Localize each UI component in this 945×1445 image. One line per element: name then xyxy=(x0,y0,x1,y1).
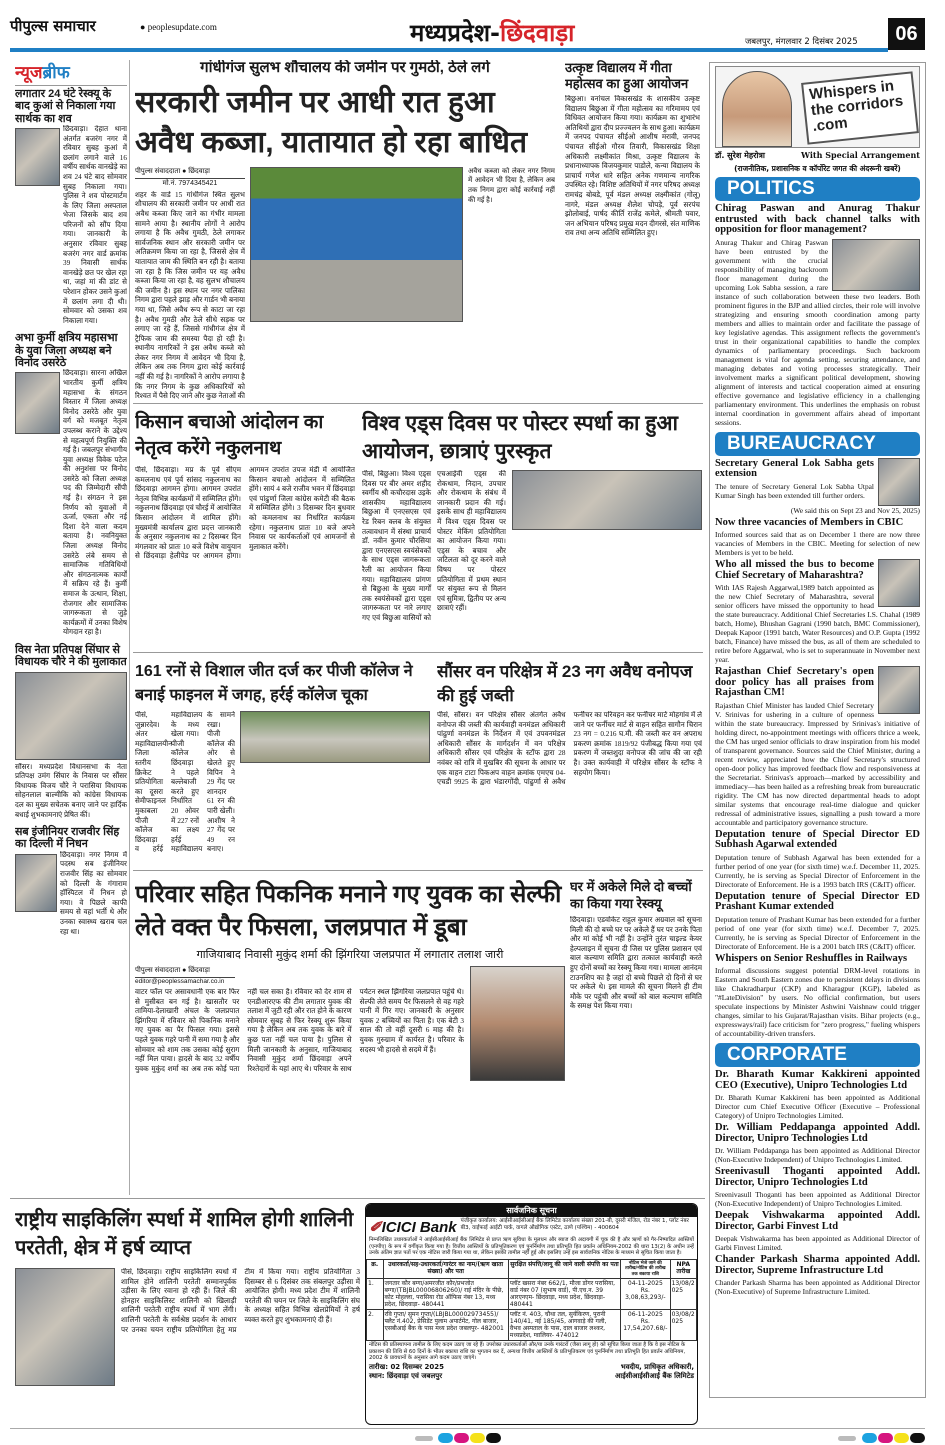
official-photo xyxy=(878,559,920,607)
cycling-headline: राष्ट्रीय साइकिलिंग स्पर्धा में शामिल होगी शालिनी परतेती, क्षेत्र में हर्ष व्याप्त xyxy=(15,1209,354,1259)
website-link[interactable]: ● peoplesupdate.com xyxy=(140,22,217,32)
official-photo xyxy=(878,666,920,714)
section-corporate: CORPORATE xyxy=(715,1043,920,1067)
divider xyxy=(10,1198,705,1199)
item-headline: Sreenivasull Thoganti appointed Addl. Director, Unipro Technologies Ltd xyxy=(715,1166,920,1188)
gita-article xyxy=(565,60,700,400)
gita-headline: उत्कृष्ट विद्यालय में गीता महोत्सव का हुआ आयोजन xyxy=(565,60,689,91)
lead-story xyxy=(135,60,555,400)
cell-no: 2. xyxy=(367,1310,384,1341)
whispers-banner xyxy=(715,66,920,148)
table-header-row xyxy=(367,1259,697,1279)
item-headline: Dr. William Peddapanga appointed Addl. Director, Unipro Technologies Ltd xyxy=(715,1122,920,1144)
masthead-logo: पीपुल्स समाचार xyxy=(10,17,96,35)
ghar-headline: घर में अकेले मिले दो बच्चों का किया गया रेस्क्यू xyxy=(570,879,692,911)
brief-headline: विस नेता प्रतिपक्ष सिंघार से विधायक चौरे ने की मुलाकात xyxy=(15,643,127,669)
cell-npa: 03/08/2025 xyxy=(670,1310,696,1341)
cycling-article xyxy=(15,1206,360,1424)
brief-article xyxy=(15,826,127,937)
brief-article xyxy=(15,332,127,638)
column-header: NPA तारीख xyxy=(670,1259,696,1279)
arrangement-note: With Special Arrangement xyxy=(801,150,920,160)
cell-npa: 13/08/2025 xyxy=(670,1279,696,1310)
icici-logo: ✐ICICI Bank xyxy=(369,1219,457,1236)
item-headline: Chander Parkash Sharma appointed Addl. Director, Supreme Infrastructure Ltd xyxy=(715,1254,920,1276)
section-politics: POLITICS xyxy=(715,177,920,201)
section-title-state: मध्यप्रदेश- xyxy=(410,19,500,47)
news-brief-column xyxy=(15,60,127,1195)
kisan-article xyxy=(135,410,355,648)
cell-amount: Rs. 3,08,63,293/- xyxy=(625,1287,666,1302)
news-brief-label-blue: ब्रीफ xyxy=(42,63,70,83)
item-body: Dr. William Peddapanga has been appointed as Additional Director (Non-Executive Independent) of Unipro Technologies Limited. xyxy=(715,1146,920,1164)
item-body: Anurag Thakur and Chirag Paswan have been entrusted by the government with the crucial responsibility of managing backroom floor management during the upcoming Lok Sabha session, a rare instance of such collaboration between these two leaders. Both prominent figures in the BJP and allied circles, their role will involve strategizing and ensuring smooth coordination among party members and allies to maintain order and facilitate the passage of key legislative agendas. This assignment reflects the government's trust in their organizational capabilities to handle the complex dynamics of parliamentary proceedings. Such backroom management is vital for agenda setting, securing attendance, and managing debates and voting processes strategically. Their involvement marks a significant political development, showing alignment of interests and tactical cooperation aimed at ensuring effective governance and legislative efficiency in a challenging parliamentary environment. This underlines the emphasis on robust internal coordination in government affairs ahead of important sessions. xyxy=(715,237,920,427)
item-body: Deputation tenure of Prashant Kumar has been extended for a further period of one year (for sixth time) w.e.f. December 7, 2025. Currently, he is serving as Special Director of Enforcement in the Directorate of Enforcement. He is a 2001 batch IRS (C&IT) officer. xyxy=(715,914,920,951)
cell-property: प्लॉट नं. 403, चौथा तल, सुर्यकिरण, पुरानी 140/41, नई 185/45, आगवाड़े की गली, वैभव अस्पताल के पास, दाल बाजार लश्कर, मध्यप्रदेश, ग्वालियर- 474012 xyxy=(508,1310,620,1341)
brief-article xyxy=(15,88,127,326)
dateline: जबलपुर, मंगलवार 2 दिसंबर 2025 xyxy=(745,37,858,47)
picnic-headline: परिवार सहित पिकनिक मनाने गए युवक का सेल्फी लेते वक्त पैर फिसला, जलप्रपात में डूबा xyxy=(135,881,562,941)
brief-photo xyxy=(15,128,60,186)
notice-date: तारीख: 02 दिसम्बर 2025 xyxy=(369,1363,444,1372)
notice-place: स्थान: छिंदवाड़ा एवं जबलपुर xyxy=(369,1371,443,1380)
brief-headline: लगातार 24 घंटे रेस्क्यू के बाद कुआं से निकाला गया सार्थक का शव xyxy=(15,88,116,125)
item-headline: Deputation tenure of Special Director ED Prashant Kumar extended xyxy=(715,890,920,912)
column-header: सुरक्षित संपत्ति/लागू की जाने वाली संपत्ति का पता xyxy=(508,1259,620,1279)
sausar-body: पीसं, सौंसर। वन परिक्षेत्र सौंसर अंतर्गत अवैध वनोपज की जब्ती की कार्यवाही वनमंडल अधिकारी पांढुर्णा वनमंडल के निर्देशन में एवं उपवनमंडल अधिकारी सौंसर के मार्गदर्शन में वन परिक्षेत्र अधिकारी सौंसर एवं परिक्षेत्र के स्टॉफ द्वारा 28 नवंबर को रात्रि में मुखबिर की सूचना के आधार पर एक वाहन टाटा पिकअप वाहन क्रमांक एमएच 04-एचडी 9925 के द्वारा भंडारगोंदी, पांढुर्णा से अवैध फर्नीचर का परिवहन कर फर्नीचर मार्ट मोहगांव में ले जाने पर फर्नीचर मार्ट से वाहन सहित सागौन चिरान 23 नग = 0.216 घ.मी. की जब्ती कर वन अपराध प्रकरण क्रमांक 1819/92 पंजीबद्ध किया गया एवं प्रकरण में जब्तशुदा वनोपज की जांच की जा रही है। उक्त कार्यवाही में परिक्षेत्र सौंसर के स्टॉफ ने सहयोग किया। xyxy=(437,711,702,787)
kisan-body: पीसं, छिंदवाड़ा। मप्र के पूर्व सीएम कमलनाथ एवं पूर्व सांसद नकुलनाथ का छिंदवाड़ा आगमन होगा। आगमन उपरांत नेतृत्व विभिन्न कार्यक्रमों में सम्मिलित होंगे। नकुलनाथ छिंदवाड़ा एवं चौरई में आयोजित किसान आंदोलन में शामिल होंगे। मुख्यमंत्री कार्यालय द्वारा प्रदत्त जानकारी के अनुसार नकुलनाथ का 2 दिसम्बर दिन मंगलवार को प्रातः 10 बजे विशेष वायुयान से छिंदवाड़ा हेलीपेड पर आगमन होगा। आगमन उपरांत उपज मंडी में आयोजित किसान बचाओ आंदोलन में सम्मिलित होंगे। सायं 4 बजे राजीव भवन में छिंदवाड़ा एवं पांढुर्णा जिला कांग्रेस कमेटी की बैठक में सम्मिलित होंगे। 3 दिसम्बर दिन बुधवार को कमलनाथ का निर्धारित कार्यक्रम रहेगा। नकुलनाथ प्रातः 10 बजे अपने निवास पर कार्यकर्ताओं एवं आमजनों से मुलाकात करेंगे। xyxy=(135,466,355,561)
brief-photo xyxy=(15,372,60,434)
column-divider xyxy=(129,60,130,1195)
registration-mark-yellow xyxy=(470,1433,485,1443)
item-body: Informal discussions suggest potential DRM-level rotations in Eastern and South Eastern zones due to persistent delays in divisions like Chakradharpur (CKP) and Kharagpur (KGP), labeled as "#LateDivision" by users. No official confirmation, but users speculate inspections by Minister Ashwini Vaishnaw could trigger changes, similar to his Gujarat/Rajasthan visits. Bihar projects (e.g., expressways/rail) face criticism for "zero progress," fueling whispers of accountability-driven transfers. xyxy=(715,966,920,1038)
item-body: Deepak Vishwakarma has been appointed as Additional Director of Garbi Finvest Limited. xyxy=(715,1234,920,1252)
item-body: Sreenivasull Thoganti has been appointed as Additional Director (Non-Executive Independent) of Unipro Technologies Limited. xyxy=(715,1190,920,1208)
brief-body: सौंसर। मध्यप्रदेश विधानसभा के नेता प्रतिपक्ष उमंग सिंघार के निवास पर सौंसर विधायक विजय चौरे ने परासिया विधायक सोहनलाल बाल्मीकि को कांग्रेस विधायक दल का मुख्य सचेतक बनाए जाने पर हार्दिक बधाई शुभकामनाएं प्रेषित कीं। xyxy=(15,762,127,819)
brief-body: छिंदवाड़ा। देहात थाना अंतर्गत बजरंग नगर में रविवार सुबह कुआं में छलांग लगाने वाले 16 वर्षीय सार्थक वानखेड़े का शव 24 घंटे बाद सोमवार सुबह निकाला गया। पुलिस ने शव पोस्टमार्टम के लिए जिला अस्पताल भेजा जिसके बाद शव परिजनों को सौंप दिया गया। जानकारी के अनुसार रविवार सुबह बजरंग नगर वार्ड क्रमांक 39 निवासी सार्थक वानखेड़े छत पर खेल रहा था, जहां मां की डांट से परेशान होकर उसने कुआं में छलांग लगा दी थी। सोमवार को उसका शव निकाला गया। xyxy=(63,124,127,325)
website-text: peoplesupdate.com xyxy=(147,22,217,32)
cricket-photo xyxy=(240,711,430,763)
picnic-subhead: गाजियाबाद निवासी मुकुंद शर्मा की झिंगरिया जलप्रपात में लगातार तलाश जारी xyxy=(196,948,504,961)
cell-borrower: जगतार कौर बग्गा/अमरजीत कौर/प्रभजोत बग्गा/(TBJBL00006806260)/ राई मंदिर के पीछे, कोट मोहल्ला, परासिया रोड ऑफिस नंबर 13, मध्य प्रदेश, छिंदवाड़ा- 480441 xyxy=(383,1279,508,1310)
news-brief-label xyxy=(15,60,127,83)
brief-headline: सब इंजीनियर राजवीर सिंह का दिल्ली में निधन xyxy=(15,826,120,851)
aids-headline: विश्व एड्स दिवस पर पोस्टर स्पर्धा का हुआ आयोजन, छात्राएं पुरस्कृत xyxy=(362,412,678,463)
notice-signatory: भवदीय, प्राधिकृत अधिकारी, xyxy=(620,1363,694,1372)
brief-photo xyxy=(15,854,57,912)
item-headline: Who all missed the bus to become Chief Secretary of Maharashtra? xyxy=(715,559,874,581)
item-headline: Deepak Vishwakarma appointed Addl. Director, Garbi Finvest Ltd xyxy=(715,1210,920,1232)
cricket-article xyxy=(135,660,430,865)
whispers-column xyxy=(709,62,926,1398)
sausar-article xyxy=(437,660,702,865)
notice-table xyxy=(366,1259,697,1342)
item-body: Rajasthan Chief Minister has lauded Chief Secretary V. Srinivas for ushering in a culture of openness within the state bureaucracy. Impressed by Srinivas's initiative of holding direct, no-appointment meetings with officers thrice a week, the CM has urged senior officials to draw inspiration from his model of transparent governance. Sources said the Chief Minister, during a recent review, appreciated how the Chief Secretary's structured open-door policy has improved feedback flow and responsiveness at the Secretariat. Srinivas's approach—marked by accessibility and immediacy—has been hailed as a refreshing break from bureaucratic rigidity. The CM has now directed departmental heads to adopt similar systems that encourage real-time dialogue and quicker redressal of administrative issues, signalling a push toward a more accountable and participatory governance structure. xyxy=(715,700,920,827)
column-header: उधारकर्ता/सह-उधारकर्ता/गारंटर का नाम/(ऋण खाता संख्या) और पता xyxy=(383,1259,508,1279)
notice-title: सार्वजनिक सूचना xyxy=(366,1204,697,1217)
item-body: With IAS Rajesh Aggarwal,1989 batch appointed as the new Chief Secretary of Maharashtra, several senior officers have missed the opportunity to head the state bureaucracy. Additional Chief Secretaries I.S. Chahal (1989 batch, Home), Bhushan Gagrani (1990 batch, BMC Commissioner), Deepak Kapoor (1991 batch, Water Resources) and O.P. Gupta (1992 batch, Finance) have missed the bus, as all of them are scheduled to retire before Aggarwal, who is set to superannuate in November next year. xyxy=(715,583,920,664)
section-title xyxy=(410,16,574,49)
picnic-email[interactable]: editor@peoplessamachar.co.in xyxy=(135,978,225,985)
item-body: Chander Parkash Sharma has been appointed as Additional Director (Non-Executive) of Supreme Infrastructure Limited. xyxy=(715,1278,920,1296)
brief-article xyxy=(15,644,127,820)
item-body: Informed sources said that as on December 1 there are now three vacancies of Members in the CBIC. Meeting for selection of new Members is yet to be held. xyxy=(715,530,920,557)
item-body: The tenure of Secretary General Lok Sabha Utpal Kumar Singh has been extended till further orders. xyxy=(715,481,874,500)
cricket-body: पीसं, जुन्नारदेव। अंतर महाविद्यालयीन जिला स्तरीय क्रिकेट प्रतियोगिता का दूसरा सेमीफाइनल मुकाबला पीजी कॉलेज छिंदवाड़ा व हर्रई महाविद्यालय के मध्य खेला गया। पीजी कॉलेज छिंदवाड़ा ने पहले बल्लेबाजी करते हुए निर्धारित 20 ओवर में 227 रनों का लक्ष्य हर्रई महाविद्यालय के सामने रखा। पीजी कॉलेज की ओर से खेलते हुए विपिन ने 29 गेंद पर शानदार 61 रन की पारी खेली। आशीष ने 27 गेंद पर 49 रन बनाए। xyxy=(135,711,235,854)
picnic-body: वाटर फॉल पर असावधानी एक बार फिर से मुसीबत बन गई है। खासतौर पर तामिया-देलाखारी अंचल के जलप्रपात झिंगरिया में रविवार को पिकनिक मनाने गए युवक का पैर फिसल गया। इससे पहले युवक गहरे पानी में समा गया है और सोमवार को शाम तक उसका कोई सुराग नहीं मिल पाया। हादसे के बाद 32 वर्षीय युवक मुकुंद शर्मा का अब तक कोई पता नहीं चल सका है। रविवार को देर शाम से एनडीआरएफ की टीम लगातार युवक की तलाश में जुटी रही और रात होने के कारण सोमवार सुबह से फिर रेस्क्यू शुरू किया गया है लेकिन अब तक युवक के बारे में कुछ पता नहीं चल पाया है। पुलिस से मिली जानकारी के अनुसार, गाजियाबाद निवासी मुकुंद शर्मा छिंदवाड़ा अपने रिश्तेदारों के यहां आए थे। परिवार के साथ पर्यटन स्थल झिंगरिया जलप्रपात पहुंचे थे। सेल्फी लेते समय पैर फिसलने से वह गहरे पानी में गिर गए। जानकारी के अनुसार युवक 2 बच्चियों का पिता है। एक बेटी 3 साल की तो वहीं दूसरी 6 माह की है। युवक गुरुग्राम में कार्यरत है। परिवार के सदस्य भी हादसे से सदमे में हैं। xyxy=(135,988,464,1073)
cycling-body: पीसं, छिंदवाड़ा। राष्ट्रीय साइकिलिंग स्पर्धा में शामिल होने शालिनी परतेती सम्मानपूर्वक उड़ीसा के लिए रवाना हो रही हैं। जिले की होनहार साइकिलिस्ट शालिनी को खिलाड़ी शालिनी परतेती राष्ट्रीय स्पर्धा में भाग लेंगी। शालिनी परतेती के सर्वश्रेष्ठ प्रदर्शन के आधार पर उनका चयन राष्ट्रीय प्रतियोगिता हेतु मप्र टीम में किया गया। राष्ट्रीय प्रतियोगिता 3 दिसम्बर से 6 दिसंबर तक संबलपुर उड़ीसा में आयोजित होगी। मध्य प्रदेश टीम में शालिनी परतेती की चयन पर जिले के साइकिलिंग संघ के अध्यक्ष सहित विभिन्न खेलप्रेमियों ने हर्ष व्यक्त करते हुए शुभकामनाएं दी हैं। xyxy=(121,1268,360,1334)
columnist-photo xyxy=(722,71,792,147)
cell-property: प्लॉट खसरा नंबर 662/1, मौजा डोंगर परासिया, वार्ड नंबर 07 (सुभाष वार्ड), पी.एच.न. 39 आरएनएम- छिंदवाड़ा, मध्य प्रदेश, छिंदवाड़ा- 480441 xyxy=(508,1279,620,1310)
table-row xyxy=(367,1310,697,1341)
picnic-byline: पीपुल्स संवाददाता ● छिंदवाड़ा xyxy=(135,966,235,978)
official-photo xyxy=(878,458,920,506)
item-headline: Deputation tenure of Special Director ED Subhash Agarwal extended xyxy=(715,828,920,850)
registration-mark-cyan xyxy=(438,1433,453,1443)
brief-body: छिंदवाड़ा। सारना अखिल भारतीय कुर्मी क्षत्रिय महासभा के संगठन विस्तार में जिला अध्यक्ष विनोद उसरेठे और युवा वर्ग को मजबूत नेतृत्व उपलब्ध कराने के उद्देश्य से महत्वपूर्ण नियुक्ति की गई है। जबलपुर संभागीय युवा अध्यक्ष विवेक पटेल की अनुशंसा पर विनोद उसरेठे को जिला अध्यक्ष पद की जिम्मेदारी सौंपी गई है। संगठन ने इस निर्णय को युवाओं में ऊर्जा, एकता और नई दिशा देने वाला कदम बताया है। नवनियुक्त जिला अध्यक्ष विनोद उसरेठे लंबे समय से सामाजिक गतिविधियों और संगठनात्मक कार्यों में सक्रिय रहे हैं। कुर्मी समाज के उत्थान, शिक्षा, रोजगार और सामाजिक जागरूकता से जुड़े कार्यक्रमों में उनका विशेष योगदान रहा है। xyxy=(63,369,127,637)
cell-amount: Rs. 17,54,207.68/- xyxy=(623,1318,668,1333)
registration-mark-gray xyxy=(838,1436,856,1441)
registration-mark-black xyxy=(486,1433,501,1443)
lead-contact: मो.नं. 7974345421 xyxy=(162,179,218,187)
item-headline: Secretary General Lok Sabha gets extension xyxy=(715,457,874,479)
item-body: Deputation tenure of Subhash Agarwal has been extended for a further period of one year (for sixth time) w.e.f. December 11, 2025. Currently, he is serving as Special Director of Enforcement in the Directorate of Enforcement. He is a 1993 batch IRS (C&IT) officer. xyxy=(715,852,920,889)
item-headline: Chirag Paswan and Anurag Thakur entrusted with back channel talks with opposition for floor management? xyxy=(715,203,920,235)
footer-rule xyxy=(10,1428,925,1429)
registration-mark-cyan xyxy=(862,1433,877,1443)
ghar-body: छिंदवाड़ा। एडवोकेट राहुल कुमार अग्रवाल को सूचना मिली की दो बच्चे घर पर अकेले हैं घर पर उनके पिता और मां कोई भी नहीं है। उन्होंने तुरंत चाइल्ड केयर हेल्पलाइन में सूचना दी जिस पर पुलिस प्रशासन एवं बाल कल्याण समिति द्वारा तत्काल कार्यवाही करते हुए दोनों बच्चों का रेस्क्यू किया गया। मामला आनंदम टाउनशिप का है जहां दो बच्चे पिछले दो दिनों से घर पर अकेले थे। इस मामले की सूचना मिलने ही टीम मौके पर पहुंची और बच्चों को बाल कल्याण समिति के समक्ष पेश किया गया। xyxy=(570,916,702,1011)
whispers-tagline: (राजनीतिक, प्रशासनिक व कॉर्पोरेट जगत की अंदरूनी खबरें) xyxy=(734,164,901,173)
lead-body-continued: अवैध कब्जा को लेकर नगर निगम में आवेदन भी दिया है, लेकिन अब तक निगम द्वारा कोई कार्रवाई नहीं की गई है। xyxy=(468,166,555,204)
section-bureaucracy: BUREAUCRACY xyxy=(715,432,920,456)
lead-headline: सरकारी जमीन पर आधी रात हुआ अवैध कब्जा, यातायात हो रहा बाधित xyxy=(135,85,528,159)
notice-signatory-bank: आईसीआईसीआई बैंक लिमिटेड xyxy=(615,1371,694,1380)
divider xyxy=(133,403,703,404)
brief-headline: अभा कुर्मी क्षत्रिय महासभा के युवा जिला अध्यक्ष बने विनोद उसरेठे xyxy=(15,332,118,370)
aids-body: पीसं, बिछुआ। विश्व एड्स दिवस पर बीर अमर शहीद स्वर्गीय श्री कचौरदास उइके शासकीय महाविद्यालय बिछुआ में एनएसएस एवं रेड रिबन क्लब के संयुक्त तत्वावधान में संस्था प्राचार्य डॉ. नवीन कुमार चौरसिया द्वारा एनएसएस स्वयंसेवकों के साथ एड्स जागरूकता रैली का आयोजन किया गया। महाविद्यालय प्रांगण से बिछुआ के मुख्य मार्गों तक स्वयंसेवकों द्वारा एड्स जागरूकता पर नारे लगाए गए एवं बिछुआ वासियों को एचआईवी एड्स की रोकथाम, निदान, उपचार और रोकथाम के संबंध में जानकारी प्रदान की गई। इसके साथ ही महाविद्यालय में विश्व एड्स दिवस पर पोस्टर मेकिंग प्रतियोगिता का आयोजन किया गया। एड्स के बचाव और जटिलता को दूर करने वाले विषय पर पोस्टर प्रतियोगिता में प्रथम स्थान पर संयुक्त रूप से मिलन एवं सुमित्रा, द्वितीय पर अन्य छात्राएं रहीं। xyxy=(362,470,506,622)
brief-body: छिंदवाड़ा। नगर निगम में पदस्थ सब इंजीनियर राजवीर सिंह का सोमवार को दिल्ली के गंगाराम हॉस्पिटल में निधन हो गया। वे पिछले काफी समय से वहां भर्ती थे और उनका स्वास्थ्य खराब चल रहा था। xyxy=(60,850,127,936)
divider xyxy=(133,870,703,871)
sausar-headline: सौंसर वन परिक्षेत्र में 23 नग अवैध वनोपज की हुई जब्ती xyxy=(437,662,693,705)
cricket-headline: 161 रनों से विशाल जीत दर्ज कर पीजी कॉलेज ने बनाई फाइनल में जगह, हर्रई कॉलेज चूका xyxy=(135,663,413,704)
divider xyxy=(133,652,703,653)
public-notice xyxy=(365,1203,698,1425)
cell-no: 1. xyxy=(367,1279,384,1310)
registration-mark-gray xyxy=(415,1436,433,1441)
item-headline: Whispers on Senior Reshuffles in Railways xyxy=(715,952,908,964)
registration-mark-magenta xyxy=(454,1433,469,1443)
column-header: क्र. xyxy=(367,1259,384,1279)
bank-name: ICICI Bank xyxy=(381,1219,457,1236)
lead-body: शहर के वार्ड 15 गांधीगंज स्थित सुलभ शौचालय की सरकारी जमीन पर आधी रात अवैध कब्जा किए जाने का गंभीर मामला सामने आया है। स्थानीय लोगों ने आरोप लगाया है कि अवैध गुमठी, ठेले लगाकर सार्वजनिक स्थान और सरकारी जमीन पर अतिक्रमण किया जा रहा है, जिससे क्षेत्र में यातायात जाम की स्थिति बन रही है। बताया जा रहा है कि जिस जमीन पर यह अवैध कब्जा किया जा रहा है, वह सुलभ शौचालय की जमीन है। इस स्थान पर नगर पालिका निगम द्वारा पहले झाड़ और गार्डन भी बनाया गया था, जिसे अवैध रूप से काटा जा रहा है। अवैध गुमठी और ठेले सीधे सड़क पर लगाए जा रहे हैं, जिससे गांधीगंज क्षेत्र में ट्रैफिक जाम की समस्या पैदा हो रही है। स्थानीय नागरिकों ने इस अवैध कब्जे को लेकर नगर निगम में आवेदन भी दिया है, लेकिन अब तक निगम द्वारा कोई कार्रवाई नहीं की गई है। नागरिकों ने आरोप लगाया है कि नगर निगम के कुछ अधिकारियों को रिश्वत में पैसे दिए जाने और कुछ नेताओं की xyxy=(135,190,245,400)
cell-date: 04-11-2025 xyxy=(627,1280,663,1288)
header-rule xyxy=(10,48,888,52)
section-title-city: छिंदवाड़ा xyxy=(499,19,575,47)
whispers-logo: Whispers in the corridors .com xyxy=(801,71,919,144)
picnic-photo xyxy=(470,966,565,1081)
ghar-article xyxy=(570,878,702,1193)
item-note: (We said this on Sept 23 and Nov 25, 2025) xyxy=(790,505,920,515)
item-headline: Now three vacancies of Members in CBIC xyxy=(715,516,904,528)
cycling-photo xyxy=(15,1268,115,1386)
cell-date: 06-11-2025 xyxy=(627,1311,663,1319)
item-headline: Rajasthan Chief Secretary's open door policy has all praises from Rajasthan CM! xyxy=(715,666,874,698)
registration-mark-yellow xyxy=(894,1433,909,1443)
item-headline: Dr. Bharath Kumar Kakkireni appointed CEO (Executive), Unipro Technologies Ltd xyxy=(715,1069,920,1091)
lead-photo xyxy=(250,167,463,322)
table-row xyxy=(367,1279,697,1310)
aids-article xyxy=(362,410,702,648)
brief-photo xyxy=(15,672,127,760)
notice-footer: नोटिस की प्रतिस्थापना तामील के लिए कदम उठाए जा रहे हैं। उपरोक्त उधारकर्ताओं और/या उनके गारंटरों (जैसा लागू हो) को सूचित किया जाता है कि वे इस नोटिस के प्रकाशन की तिथि से 60 दिनों के भीतर बकाया राशि का भुगतान कर दें, अन्यथा वित्तीय आस्तियों के प्रतिभूतिकरण एवं पुनर्निर्माण तथा प्रतिभूति हित प्रवर्तन अधिनियम, 2002 के प्रावधानों के अनुसार आगे कदम उठाए जाएंगे। xyxy=(369,1342,686,1362)
lead-kicker: गांधीगंज सुलभ शौचालय की जमीन पर गुमठी, ठेले लगे xyxy=(200,60,490,76)
aids-photo xyxy=(512,470,702,530)
notice-intro: निम्नलिखित उधारकर्ताओं ने आईसीआईसीआई बैंक लिमिटेड से प्राप्त ऋण सुविधा के मूलधन और ब्याज की अदायगी में चूक की है और ऋणों को गैर-निष्पादित आस्तियों (एनपीए) के रूप में वर्गीकृत किया गया है। वित्तीय आस्तियों के प्रतिभूतिकरण एवं पुनर्निर्माण तथा प्रतिभूति हित प्रवर्तन अधिनियम-2002 की धारा 13(2) के अधीन उन्हें उनके अंतिम ज्ञात पतों पर एक नोटिस जारी किया गया था, लेकिन इसकी तामील नहीं हुई और इसलिए उन्हें इस सार्वजनिक नोटिस के माध्यम से सूचित किया जाता है। xyxy=(369,1237,694,1257)
picnic-article xyxy=(135,878,565,1193)
item-body: Dr. Bharath Kumar Kakkireni has been appointed as Additional Director cum Chief Executive Officer (Executive – Professional Category) of Unipro Technologies Limited. xyxy=(715,1093,920,1120)
kisan-headline: किसान बचाओ आंदोलन का नेतृत्व करेंगे नकुलनाथ xyxy=(135,412,324,459)
gita-body: बिछुआ। वनांचल विकासखंड के शासकीय उत्कृष्ट विद्यालय बिछुआ में गीता महोत्सव का गरिमामय एवं विधिवत आयोजन किया गया। कार्यक्रम का शुभारंभ अतिथियों द्वारा दीप प्रज्ज्वलन के साथ हुआ। कार्यक्रम में जनपद पंचायत सीईओ आशीष मरावी, जनपद पंचायत सीईओ गौरव तिवारी, विकासखंड शिक्षा अधिकारी लक्ष्मीकांत मिश्रा, उत्कृष्ट विद्यालय के प्रधानाध्यापक विजयकुमार पाडोले, कन्या विद्यालय के प्राचार्य गणेश धारे सहित अनेक गणमान्य नागरिक उपस्थित रहे। विशिष्ट अतिथियों में नगर परिषद अध्यक्ष रामचंद्र बोबडे, पूर्व मंडल अध्यक्ष लक्ष्मीकांत (गोलू) नागरे, मंडल अध्यक्ष शैलेश चोपड़े, पूर्व सरपंच झोलोबाई, पार्षद कीर्ति राजेंद्र कमेले, श्रीमती पवार, जन अभियान परिषद प्रमुख मदन दीगरसे, संत माणिक राव तथा अन्य अतिथि सम्मिलित हुए। xyxy=(565,95,700,238)
registration-mark-magenta xyxy=(878,1433,893,1443)
columnist-name: डॉ. सुरेश मेहरोत्रा xyxy=(715,151,765,160)
leaders-photo xyxy=(832,239,920,291)
lead-byline: पीपुल्स संवाददाता ● छिंदवाड़ा xyxy=(135,167,245,179)
cell-borrower: रवि गुप्ता/ सुमन गुप्ता/(LBJBL00002973455)/ फ्लैट नं.402, प्रेसिडेंट पुलाम अपार्टमेंट, गोल बाजार, एसबीआई बैंक के पास मध्य प्रदेश जबलपुर- 482001 xyxy=(383,1310,508,1341)
registration-mark-black xyxy=(910,1433,925,1443)
column-header: नोटिस भेजे जाने की तारीख/नोटिस की तारीख तक बकाया राशि xyxy=(621,1259,671,1279)
news-brief-label-red: न्यूज xyxy=(15,63,43,83)
notice-office: पंजीकृत कार्यालय: आईसीआईसीआई बैंक लिमिटेड कार्यालय संख्या 201-बी, दूसरी मंजिल, रोड नंबर 1, प्लॉट नंबर बी3, वाईफाई आईटी पार्क, वागले औद्योगिक एस्टेट, ठाणे (पश्चिम) - 400604 xyxy=(460,1218,689,1231)
page-number: 06 xyxy=(888,18,925,50)
